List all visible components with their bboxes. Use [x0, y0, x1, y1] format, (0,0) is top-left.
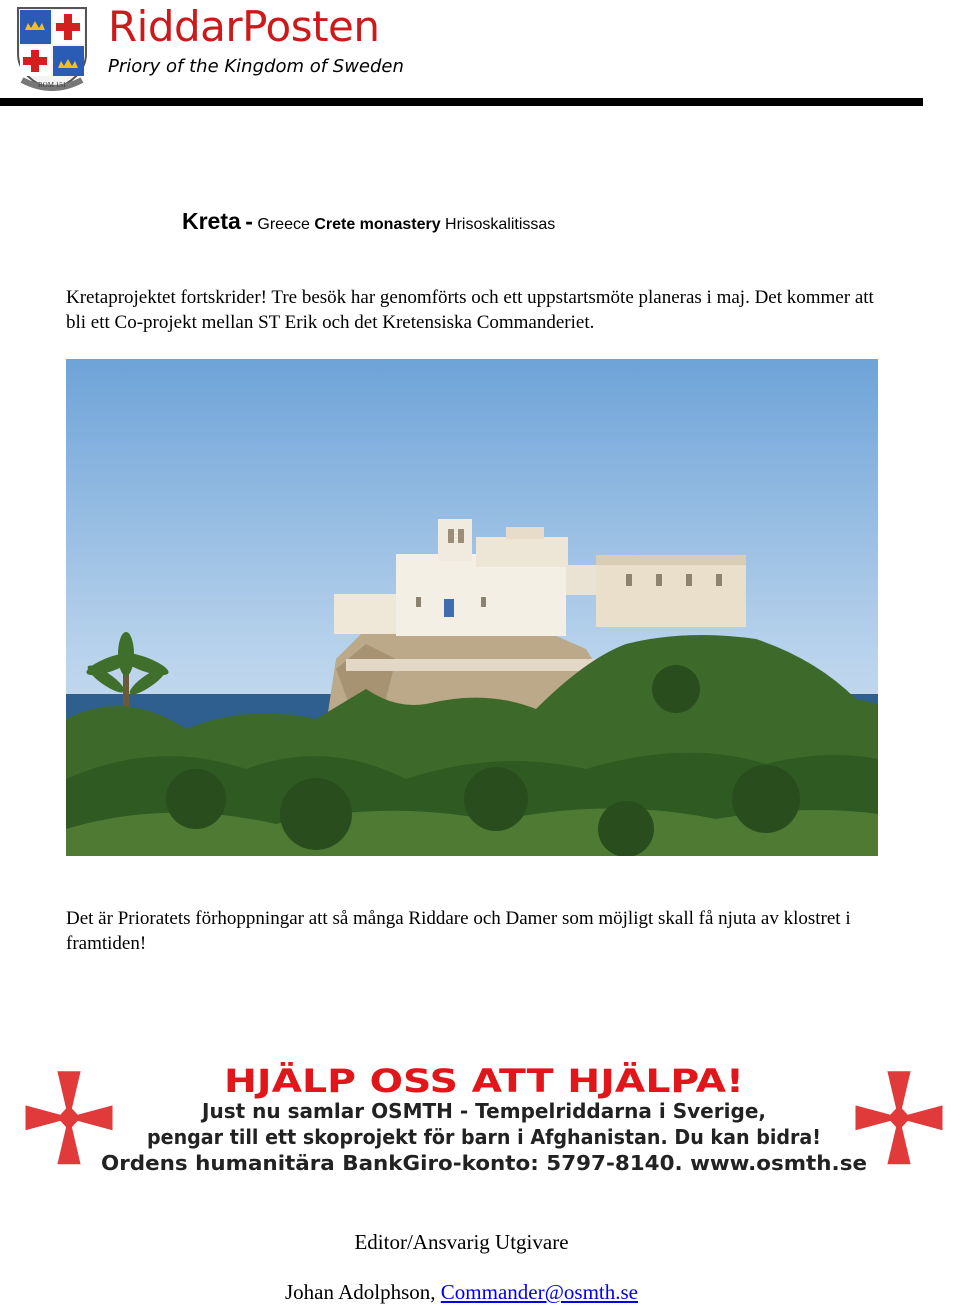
heading-place: Kreta: [182, 208, 241, 234]
crest-logo: [14, 4, 90, 94]
templar-cross-icon: [856, 1071, 943, 1164]
templar-cross-icon: [26, 1071, 113, 1164]
publication-title: RiddarPosten: [108, 2, 380, 51]
heading-dash: -: [245, 208, 253, 234]
closing-paragraph: Det är Prioratets förhoppningar att så många Riddare och Damer som möjligt skall få njuta av klostret i framtiden!: [66, 908, 851, 954]
banner-line1: Just nu samlar OSMTH - Tempelriddarna i Sverige,: [199, 1099, 767, 1123]
donation-banner: [10, 1062, 958, 1180]
editor-name: Johan Adolphson,: [285, 1280, 436, 1304]
editor-email-link[interactable]: Commander@osmth.se: [440, 1280, 638, 1304]
crest-text: ROM 151: [38, 81, 67, 89]
editor-role: Editor/Ansvarig Utgivare: [354, 1230, 569, 1254]
header-divider: [0, 98, 923, 106]
heading-country: Greece: [257, 216, 310, 233]
banner-line3: Ordens humanitära BankGiro-konto: 5797-8140. www.osmth.se: [101, 1151, 867, 1175]
intro-paragraph: Kretaprojektet fortskrider! Tre besök har genomförts och ett uppstartsmöte planeras i maj. Det kommer att bli ett Co-projekt mellan ST Erik och det Kretensiska Commanderiet.: [66, 287, 874, 333]
heading-subject: Crete monastery: [314, 216, 441, 233]
banner-headline: HJÄLP OSS ATT HJÄLPA!: [224, 1062, 744, 1100]
banner-line2: pengar till ett skoprojekt för barn i Afghanistan. Du kan bidra!: [147, 1125, 821, 1149]
article-heading: [182, 207, 555, 239]
editor-contact: [0, 1279, 923, 1305]
monastery-on-hill-photo: [66, 359, 878, 856]
publication-subtitle: Priory of the Kingdom of Sweden: [108, 56, 404, 77]
heading-name: Hrisoskalitissas: [445, 216, 556, 233]
